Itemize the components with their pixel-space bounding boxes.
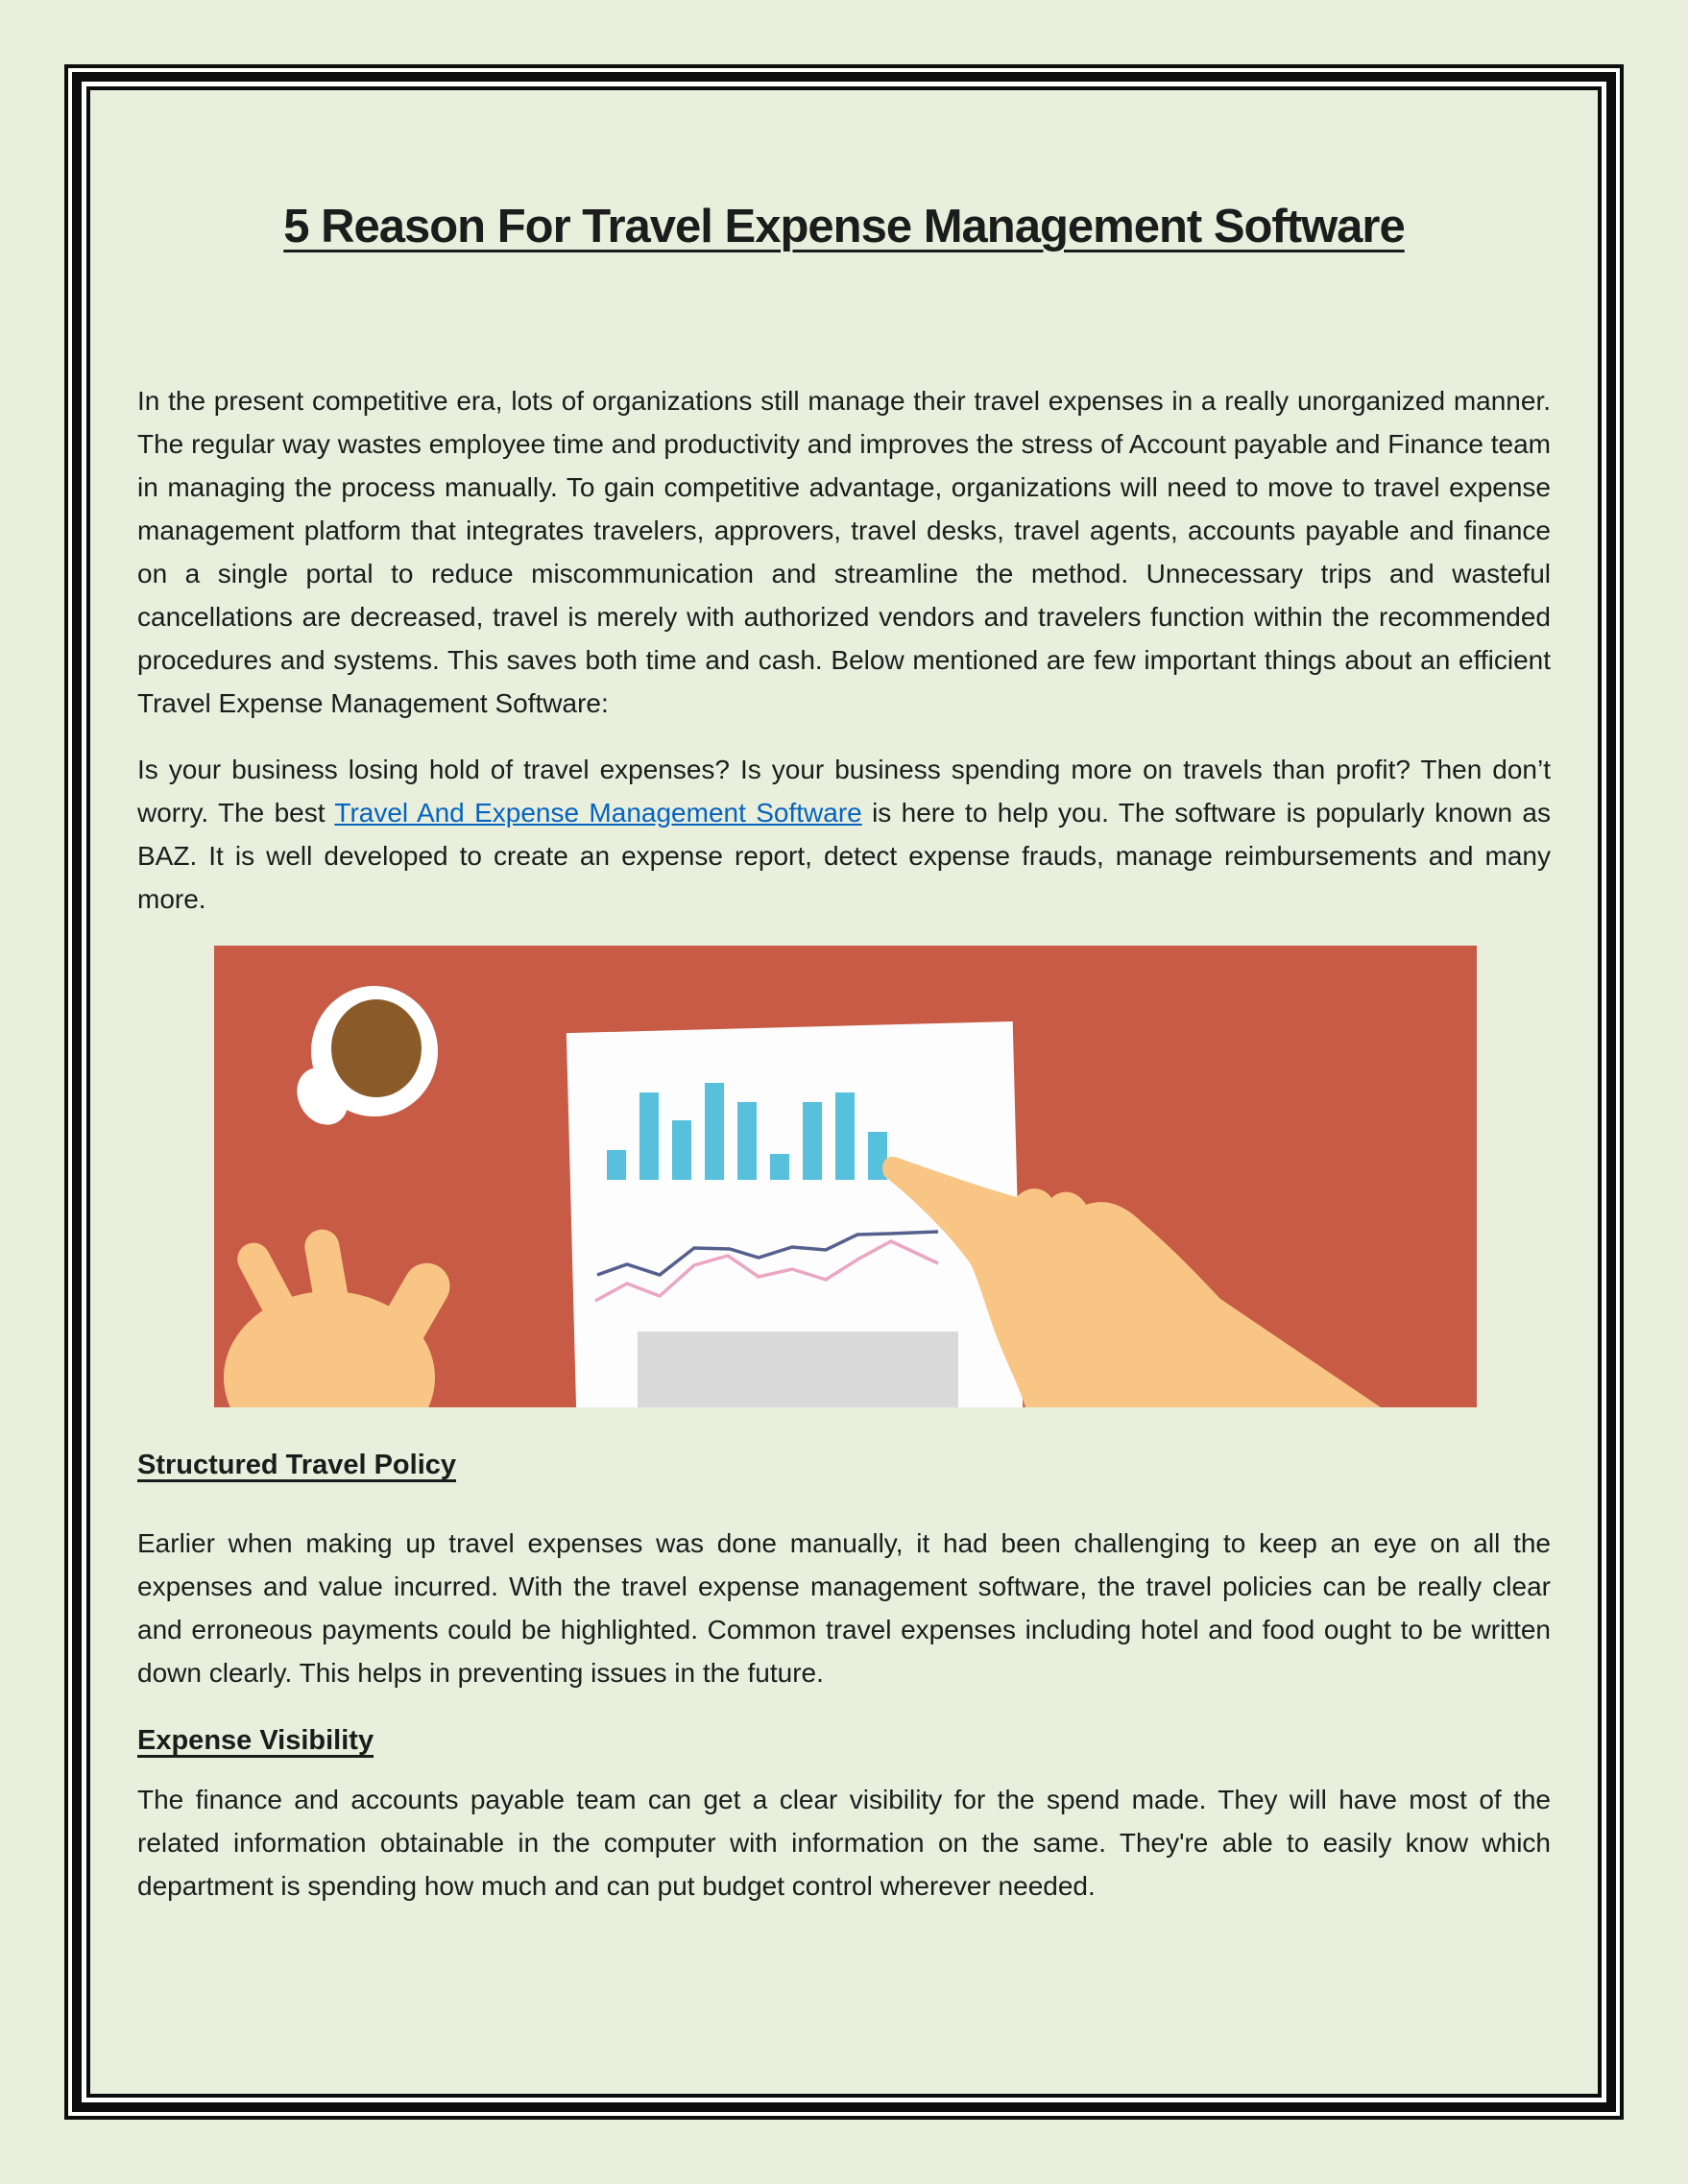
illustration-svg bbox=[214, 946, 1477, 1407]
expense-software-link[interactable]: Travel And Expense Management Software bbox=[334, 798, 862, 828]
bar-chart-bar bbox=[770, 1154, 789, 1180]
coffee-icon bbox=[331, 999, 422, 1097]
section-heading-expense-visibility: Expense Visibility bbox=[137, 1725, 374, 1756]
bar-chart-bar bbox=[835, 1092, 855, 1180]
page-content bbox=[89, 90, 1599, 1908]
promo-text-before-link: Is your business losing hold of travel expenses? Is your business spending more on travels than profit? Then don’t worry. The best bbox=[137, 755, 1551, 828]
bar-chart-bar bbox=[672, 1120, 691, 1180]
promo-text-after-link: is here to help you. The software is popularly known as BAZ. It is well developed to create an expense report, detect expense frauds, manage reimbursements and many more. bbox=[137, 798, 1552, 914]
bar-chart-bar bbox=[737, 1102, 757, 1180]
section-heading-structured-travel-policy: Structured Travel Policy bbox=[137, 1450, 457, 1480]
section-body-structured-travel-policy: Earlier when making up travel expenses was done manually, it had been challenging to keep an eye on all the expenses and value incurred. With the travel expense management software, the travel policies can be really clear and erroneous payments could be highlighted. Common travel expenses including hotel and food ought to be written down clearly. This helps in preventing issues in the future. bbox=[137, 1528, 1551, 1688]
bar-chart-bar bbox=[607, 1150, 626, 1180]
promo-paragraph bbox=[137, 748, 1551, 921]
illustration-image bbox=[214, 946, 1477, 1407]
intro-paragraph: In the present competitive era, lots of organizations still manage their travel expenses in a really unorganized manner. The regular way wastes employee time and productivity and improves the stress of Account payable and Finance team in managing the process manually. To gain competitive advantage, organizations will need to move to travel expense management platform that integrates travelers, approvers, travel desks, travel agents, accounts payable and finance on a single portal to reduce miscommunication and streamline the method. Unnecessary trips and wasteful cancellations are decreased, travel is merely with authorized vendors and travelers function within the recommended procedures and systems. This saves both time and cash. Below mentioned are few important things about an efficient Travel Expense Management Software: bbox=[137, 386, 1551, 718]
text-placeholder-block bbox=[638, 1332, 958, 1407]
bar-chart-bar bbox=[639, 1092, 659, 1180]
page-title: 5 Reason For Travel Expense Management Software bbox=[283, 201, 1405, 252]
section-body-expense-visibility: The finance and accounts payable team can get a clear visibility for the spend made. They will have most of the related information obtainable in the computer with information on the same. They're able to easily know which department is spending how much and can put budget control wherever needed. bbox=[137, 1785, 1551, 1901]
bar-chart-bar bbox=[803, 1102, 822, 1180]
bar-chart-bar bbox=[705, 1083, 724, 1180]
